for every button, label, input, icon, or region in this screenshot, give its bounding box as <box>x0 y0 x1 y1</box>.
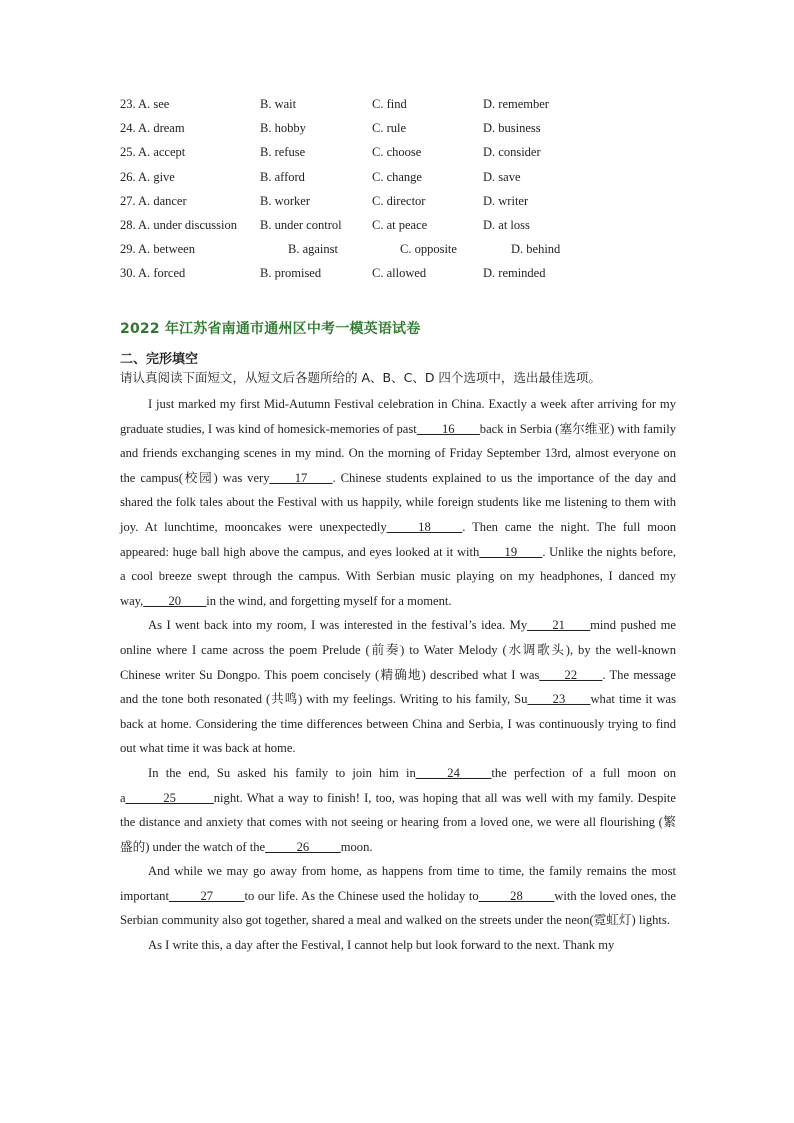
text: mind pushed me online where I came across the poem Prelude (前奏) to Water Melody (水调歌头), by the well-known Chinese writer Su Dongpo. This poem concisely (精确地) described what I was <box>120 618 676 682</box>
option-a: 27. A. dancer <box>120 194 187 208</box>
paragraph-4 <box>120 859 676 933</box>
option-d: D. consider <box>483 145 541 159</box>
text: moon. <box>340 839 373 854</box>
option-a: 24. A. dream <box>120 121 185 135</box>
blank-18: _____18_____ <box>386 519 463 534</box>
text: I just marked my first Mid-Autumn Festival celebration in China. Exactly a week after arriving for my graduate studies, I was kind of homesick-memories of past <box>120 397 676 436</box>
blank-25: ______25______ <box>125 790 214 805</box>
text: . Unlike the nights before, a cool breeze swept through the campus. With Serbian music playing on my headphones, I danced my way, <box>120 544 676 608</box>
text: back in Serbia (塞尔维亚) with family and friends exchanging scenes in my mind. On the morning of Friday September 13rd, almost everyone on the campus(校园) was very <box>120 421 677 485</box>
text: And while we may go away from home, as happens from time to time, the family remains the most important <box>120 864 676 903</box>
paragraph-3 <box>120 761 676 859</box>
option-a: 25. A. accept <box>120 145 186 159</box>
blank-16: ____16____ <box>416 421 480 436</box>
blank-27: _____27_____ <box>168 888 245 903</box>
blank-20: ____20____ <box>143 593 207 608</box>
paragraph-5 <box>120 933 676 958</box>
text: what time it was back at home. Considering the time differences between China and Serbia, I was continuously trying to find out what time it was back at home. <box>120 692 676 756</box>
text: . Chinese students explained to us the importance of the day and shared the folk tales about the Festival with us happily, while foreign students like me listening to them with joy. At lunchtime, mooncakes were unexpectedly <box>120 470 676 534</box>
option-a: 26. A. give <box>120 170 175 184</box>
option-c: C. rule <box>372 121 407 135</box>
text: . Then came the night. The full moon appeared: huge ball high above the campus, and eyes looked at it with <box>120 519 676 559</box>
option-c: C. choose <box>372 145 422 159</box>
section-heading: 二、完形填空 <box>120 352 199 367</box>
option-c: C. change <box>372 170 422 184</box>
option-c: C. at peace <box>372 218 428 232</box>
blank-24: _____24_____ <box>415 765 492 780</box>
option-a: 28. A. under discussion <box>120 218 238 232</box>
option-d: D. reminded <box>483 266 546 280</box>
blank-26: _____26_____ <box>265 839 341 854</box>
option-d: D. remember <box>483 97 549 111</box>
option-a: 30. A. forced <box>120 266 186 280</box>
blank-17: ____17____ <box>269 470 333 485</box>
text: in the wind, and forgetting myself for a moment. <box>206 593 452 608</box>
option-d: D. at loss <box>483 218 530 232</box>
text: As I write this, a day after the Festival, I cannot help but look forward to the next. Thank my <box>148 938 615 953</box>
option-b: B. worker <box>260 194 310 208</box>
option-b: B. wait <box>260 97 297 111</box>
option-a: 29. A. between <box>120 242 195 256</box>
blank-19: ____19____ <box>479 544 543 559</box>
option-a: 23. A. see <box>120 97 170 111</box>
option-c: C. allowed <box>372 266 427 280</box>
blank-28: _____28_____ <box>478 888 555 903</box>
text: with the loved ones, the Serbian community also got together, shared a meal and walked on the streets under the neon(霓虹灯) lights. <box>120 888 676 928</box>
cloze-passage <box>120 392 676 958</box>
option-c: C. opposite <box>400 242 457 256</box>
text: to our life. As the Chinese used the holiday to <box>244 888 479 903</box>
option-d: D. save <box>483 170 521 184</box>
option-b: B. promised <box>260 266 322 280</box>
option-d: D. business <box>483 121 541 135</box>
option-b: B. afford <box>260 170 305 184</box>
option-d: D. behind <box>511 242 561 256</box>
paragraph-2 <box>120 613 676 761</box>
option-c: C. director <box>372 194 426 208</box>
instruction-text: 请认真阅读下面短文，从短文后各题所给的 A、B、C、D 四个选项中，选出最佳选项。 <box>120 370 601 385</box>
option-d: D. writer <box>483 194 529 208</box>
blank-21: ____21____ <box>527 618 591 633</box>
text: As I went back into my room, I was interested in the festival’s idea. My <box>148 618 528 633</box>
option-b: B. under control <box>260 218 342 232</box>
blank-23: ____23____ <box>527 692 591 707</box>
paragraph-1 <box>120 392 676 613</box>
text: . The message and the tone both resonated (共鸣) with my feelings. Writing to his family, Su <box>120 667 676 707</box>
blank-22: ____22____ <box>539 667 603 682</box>
option-c: C. find <box>372 97 407 111</box>
exam-title: 2022 年江苏省南通市通州区中考一模英语试卷 <box>120 321 421 337</box>
option-b: B. refuse <box>260 145 306 159</box>
text: the perfection of a full moon on a <box>120 765 676 805</box>
option-b: B. hobby <box>260 121 306 135</box>
text: night. What a way to finish! I, too, was hoping that all was well with my family. Despite the distance and anxiety that comes with not seeing or hearing from a loved one, we were all flourishing (繁盛的) under the watch of the <box>120 790 676 854</box>
text: In the end, Su asked his family to join him in <box>148 765 416 780</box>
option-b: B. against <box>288 242 338 256</box>
